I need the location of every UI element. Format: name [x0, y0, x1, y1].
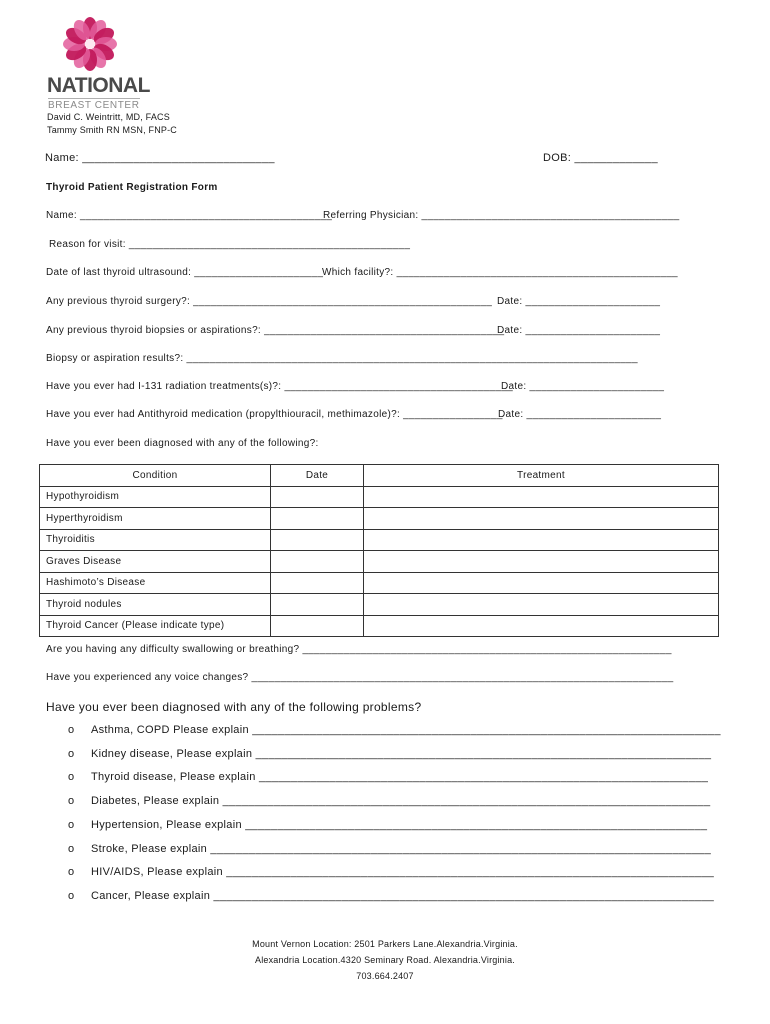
date-cell[interactable]	[271, 594, 364, 616]
date-cell[interactable]	[271, 529, 364, 551]
problem-hypertension-field[interactable]: Hypertension, Please explain ________________________________________________________________________	[91, 819, 708, 831]
doctor-2: Tammy Smith RN MSN, FNP-C	[47, 125, 178, 135]
problem-thyroid-field[interactable]: Thyroid disease, Please explain ______________________________________________________________________	[91, 771, 709, 783]
i131-date-field[interactable]: Date: _______________________	[501, 381, 665, 392]
table-row	[40, 551, 719, 573]
date-cell[interactable]	[271, 572, 364, 594]
form-title: Thyroid Patient Registration Form	[46, 182, 218, 193]
swallowing-field[interactable]: Are you having any difficulty swallowing or breathing? _______________________________________________________________	[46, 644, 672, 655]
bullet-icon: o	[68, 724, 75, 736]
problem-hiv-field[interactable]: HIV/AIDS, Please explain ____________________________________________________________________________	[91, 866, 715, 878]
antithyroid-medication-field[interactable]: Have you ever had Antithyroid medication (propylthiouracil, methimazole)?: _________________	[46, 409, 503, 420]
problem-cancer-field[interactable]: Cancer, Please explain ______________________________________________________________________________	[91, 890, 715, 902]
condition-cell: Thyroid nodules	[40, 594, 271, 616]
thyroid-biopsy-field[interactable]: Any previous thyroid biopsies or aspirations?: _________________________________________	[46, 325, 505, 336]
antithyroid-date-field[interactable]: Date: _______________________	[498, 409, 662, 420]
table-row	[40, 594, 719, 616]
condition-cell: Hypothyroidism	[40, 486, 271, 508]
name-field[interactable]: Name: ___________________________________________	[46, 210, 333, 221]
treatment-cell[interactable]	[364, 551, 719, 573]
last-ultrasound-field[interactable]: Date of last thyroid ultrasound: ______________________	[46, 267, 324, 278]
date-cell[interactable]	[271, 508, 364, 530]
top-name-field[interactable]: Name: ______________________________	[45, 152, 275, 164]
i131-treatment-field[interactable]: Have you ever had I-131 radiation treatments(s)?: _______________________________________	[46, 381, 514, 392]
conditions-table	[39, 464, 719, 637]
condition-cell: Thyroid Cancer (Please indicate type)	[40, 615, 271, 637]
problem-stroke-field[interactable]: Stroke, Please explain ______________________________________________________________________________	[91, 843, 711, 855]
footer-mount-vernon: Mount Vernon Location: 2501 Parkers Lane.Alexandria.Virginia.	[252, 939, 518, 949]
treatment-cell[interactable]	[364, 615, 719, 637]
table-row	[40, 486, 719, 508]
header-treatment: Treatment	[364, 465, 719, 487]
table-header-row	[40, 465, 719, 487]
condition-cell: Hyperthyroidism	[40, 508, 271, 530]
reason-for-visit-field[interactable]: Reason for visit: ________________________________________________	[49, 239, 411, 250]
footer-phone: 703.664.2407	[356, 971, 414, 981]
bullet-icon: o	[68, 795, 75, 807]
voice-changes-field[interactable]: Have you experienced any voice changes? ________________________________________________________________________	[46, 672, 674, 683]
treatment-cell[interactable]	[364, 529, 719, 551]
bullet-icon: o	[68, 748, 75, 760]
bullet-icon: o	[68, 819, 75, 831]
condition-cell: Thyroiditis	[40, 529, 271, 551]
facility-field[interactable]: Which facility?: ________________________________________________	[322, 267, 678, 278]
condition-cell: Graves Disease	[40, 551, 271, 573]
table-row	[40, 529, 719, 551]
thyroid-biopsy-date-field[interactable]: Date: _______________________	[497, 325, 661, 336]
footer	[0, 936, 770, 984]
table-row	[40, 508, 719, 530]
bullet-icon: o	[68, 890, 75, 902]
doctor-1: David C. Weintritt, MD, FACS	[47, 112, 170, 122]
header-condition: Condition	[40, 465, 271, 487]
table-row	[40, 572, 719, 594]
biopsy-results-field[interactable]: Biopsy or aspiration results?: _____________________________________________________________________________	[46, 353, 638, 364]
problems-heading: Have you ever been diagnosed with any of the following problems?	[46, 700, 422, 714]
thyroid-surgery-date-field[interactable]: Date: _______________________	[497, 296, 661, 307]
treatment-cell[interactable]	[364, 486, 719, 508]
problem-asthma-field[interactable]: Asthma, COPD Please explain _________________________________________________________________________	[91, 724, 721, 736]
footer-alexandria: Alexandria Location.4320 Seminary Road. Alexandria.Virginia.	[255, 955, 515, 965]
date-cell[interactable]	[271, 615, 364, 637]
bullet-icon: o	[68, 771, 75, 783]
problem-kidney-field[interactable]: Kidney disease, Please explain _______________________________________________________________________	[91, 748, 712, 760]
bullet-icon: o	[68, 866, 75, 878]
logo-wordmark: NATIONAL	[47, 74, 150, 97]
top-dob-field[interactable]: DOB: _____________	[543, 152, 658, 164]
date-cell[interactable]	[271, 551, 364, 573]
logo-subtext: BREAST CENTER	[48, 100, 140, 111]
treatment-cell[interactable]	[364, 508, 719, 530]
bullet-icon: o	[68, 843, 75, 855]
date-cell[interactable]	[271, 486, 364, 508]
treatment-cell[interactable]	[364, 572, 719, 594]
problem-diabetes-field[interactable]: Diabetes, Please explain ____________________________________________________________________________	[91, 795, 711, 807]
header-date: Date	[271, 465, 364, 487]
condition-cell: Hashimoto’s Disease	[40, 572, 271, 594]
treatment-cell[interactable]	[364, 594, 719, 616]
table-row	[40, 615, 719, 637]
diagnosed-intro: Have you ever been diagnosed with any of the following?:	[46, 438, 319, 449]
referring-physician-field[interactable]: Referring Physician: ____________________________________________	[323, 210, 680, 221]
thyroid-surgery-field[interactable]: Any previous thyroid surgery?: ___________________________________________________	[46, 296, 493, 307]
